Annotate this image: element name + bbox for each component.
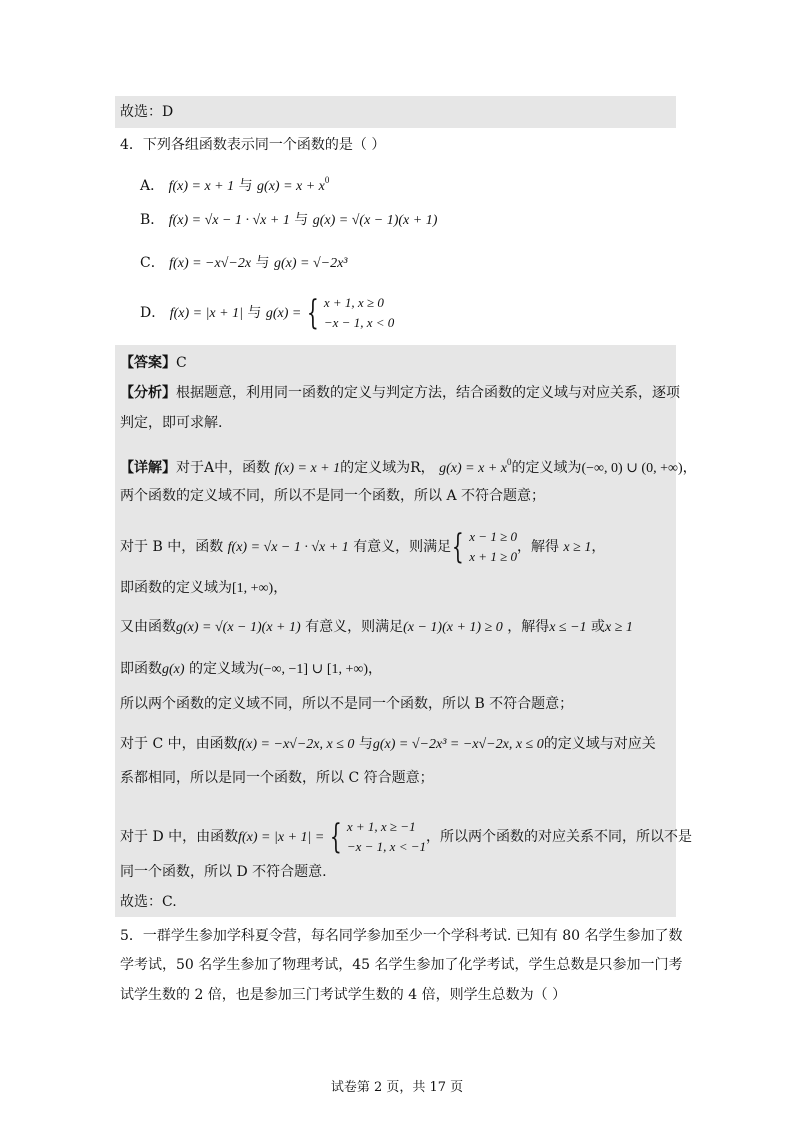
detail-line-2: 两个函数的定义域不同，所以不是同一个函数，所以 A 不符合题意； (120, 488, 546, 504)
piecewise-cases: x + 1, x ≥ 0 −x − 1, x < 0 (323, 295, 395, 330)
detail-line-11: 同一个函数，所以 D 不符合题意. (120, 864, 327, 880)
page-footer: 试卷第 2 页，共 17 页 (330, 1080, 464, 1095)
q5-line-1: 5．一群学生参加学科夏令营，每名同学参加至少一个学科考试. 已知有 80 名学生参加了数 (120, 928, 683, 944)
prev-answer: 故选：D (120, 104, 174, 120)
detail-line-7: 所以两个函数的定义域不同，所以不是同一个函数，所以 B 不符合题意； (120, 696, 574, 712)
q5-line-3: 试学生数的 2 倍，也是参加三门考试学生数的 4 倍，则学生总数为（ ） (120, 987, 567, 1003)
analysis-line-1: 【分析】根据题意，利用同一函数的定义与判定方法，结合函数的定义域与对应关系，逐项 (120, 385, 680, 401)
piecewise-cases: x + 1, x ≥ −1 −x − 1, x < −1 (346, 819, 426, 854)
detail-line-1: 【详解】对于A中，函数 f(x) = x + 1的定义域为R， $g(x) = x + x^0$的定义域为(−∞, 0) ∪ (0, +∞)， (120, 457, 697, 476)
brace-icon: { (452, 527, 464, 567)
detail-line-10: 对于 D 中，由函数f(x) = |x + 1| = { x + 1, x ≥ −1 −x − 1, x < −1 ，所以两个函数的对应关系不同，所以不是 (120, 817, 692, 857)
q5-line-2: 学考试，50 名学生参加了物理考试，45 名学生参加了化学考试，学生总数是只参加一门考 (120, 957, 683, 973)
analysis-line-2: 判定，即可求解. (120, 415, 223, 431)
final-answer: 故选：C. (120, 894, 177, 910)
brace-icon: { (306, 293, 319, 333)
q4-option-a: A． f(x) = x + 1 与 $g(x) = x + x^0$ (140, 175, 330, 194)
q4-option-d: D． f(x) = |x + 1| 与 g(x) = { x + 1, x ≥ 0 −x − 1, x < 0 (140, 293, 395, 333)
q4-option-b: B． f(x) = √x − 1 · √x + 1 与 g(x) = √(x − 1)(x + 1) (140, 212, 438, 228)
detail-line-6: 即函数g(x) 的定义域为(−∞, −1] ∪ [1, +∞)， (120, 661, 383, 677)
system-cases: x − 1 ≥ 0 x + 1 ≥ 0 (469, 529, 517, 564)
detail-line-4: 即函数的定义域为[1, +∞)， (120, 580, 288, 596)
detail-line-8: 对于 C 中，由函数f(x) = −x√−2x, x ≤ 0 与g(x) = √−2x³ = −x√−2x, x ≤ 0的定义域与对应关 (120, 736, 656, 752)
q4-stem: 4．下列各组函数表示同一个函数的是（ ） (120, 137, 386, 153)
prev-answer-shade (115, 96, 676, 128)
answer-line: 【答案】C (120, 355, 187, 371)
detail-line-3: 对于 B 中，函数 f(x) = √x − 1 · √x + 1 有意义，则满足{ x − 1 ≥ 0 x + 1 ≥ 0 ，解得 x ≥ 1， (120, 527, 606, 567)
detail-line-5: 又由函数g(x) = √(x − 1)(x + 1) 有意义，则满足(x − 1)(x + 1) ≥ 0 ，解得x ≤ −1 或x ≥ 1 (120, 619, 633, 635)
q4-option-c: C． f(x) = −x√−2x 与 g(x) = √−2x³ (140, 255, 348, 271)
detail-line-9: 系都相同，所以是同一个函数，所以 C 符合题意； (120, 770, 434, 786)
brace-icon: { (329, 817, 342, 857)
